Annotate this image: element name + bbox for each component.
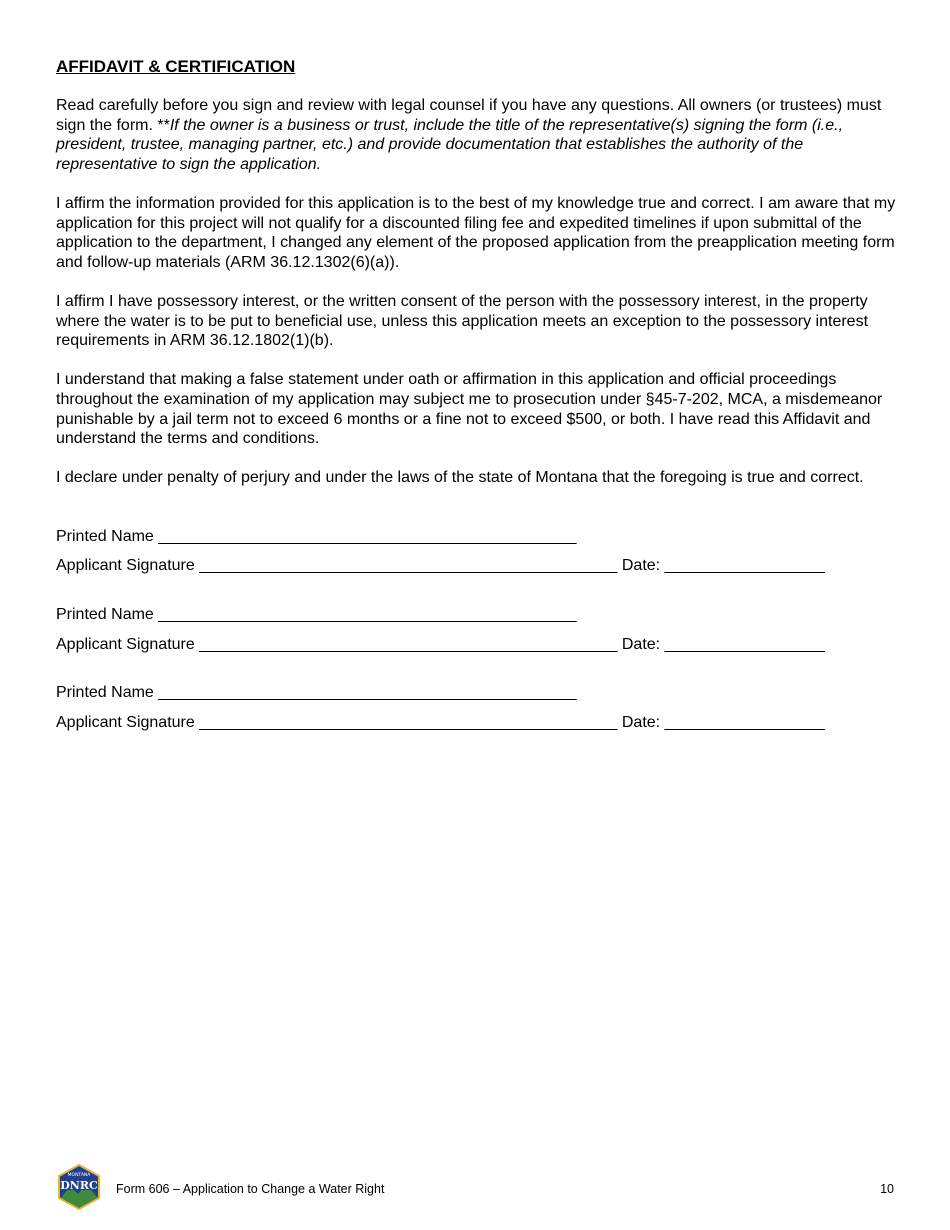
signature-section: [56, 527, 898, 733]
intro-paragraph: [56, 96, 898, 174]
perjury-declaration-paragraph: I declare under penalty of perjury and under the laws of the state of Montana that the foregoing is true and correct.: [56, 469, 864, 487]
affirm-possessory-interest-paragraph: I affirm I have possessory interest, or the written consent of the person with the possessory interest, in the property where the water is to be put to beneficial use, unless this application meets an exception to the possessory interest requirements in ARM 36.12.1802(1)(b).: [56, 292, 869, 350]
signature-group-3: [56, 683, 898, 732]
applicant-signature-line-3[interactable]: Applicant Signature _______________________________________________ Date: __________________: [56, 713, 825, 731]
page-footer: [56, 1164, 894, 1212]
affirm-accuracy-paragraph: I affirm the information provided for this application is to the best of my knowledge true and correct. I am aware that my application for this project will not qualify for a discounted filing fee and expedited timelines if upon submittal of the application to the department, I changed any element of the proposed application from the preapplication meeting form and follow-up materials (ARM 36.12.1302(6)(a)).: [56, 194, 896, 271]
dnrc-logo-icon: [56, 1164, 102, 1210]
affidavit-page: [56, 56, 898, 761]
logo-text: DNRC: [60, 1179, 98, 1192]
printed-name-line-1[interactable]: Printed Name _______________________________________________: [56, 527, 577, 545]
false-statement-paragraph: I understand that making a false statement under oath or affirmation in this application and official proceedings throughout the examination of my application may subject me to prosecution under §45-7-202, MCA, a misdemeanor punishable by a jail term not to exceed 6 months or a fine not to exceed $500, or both. I have read this Affidavit and understand the terms and conditions.: [56, 371, 883, 448]
printed-name-line-3[interactable]: Printed Name _______________________________________________: [56, 684, 577, 702]
signature-group-1: [56, 527, 898, 576]
signature-group-2: [56, 605, 898, 654]
logo-arc-text: MONTANA: [67, 1173, 91, 1178]
page-number: 10: [880, 1182, 894, 1196]
intro-italic-note: If the owner is a business or trust, include the title of the representative(s) signing the form (i.e., president, trustee, managing partner, etc.) and provide documentation that establishes the authority of the representative to sign the application.: [56, 116, 844, 173]
form-title: Form 606 – Application to Change a Water Right: [116, 1182, 385, 1196]
section-heading: AFFIDAVIT & CERTIFICATION: [56, 57, 296, 76]
applicant-signature-line-1[interactable]: Applicant Signature _______________________________________________ Date: __________________: [56, 557, 825, 575]
intro-plain-text: Read carefully before you sign and review with legal counsel if you have any questions. All owners (or trustees) must sign the form. **: [56, 97, 882, 134]
applicant-signature-line-2[interactable]: Applicant Signature _______________________________________________ Date: __________________: [56, 635, 825, 653]
printed-name-line-2[interactable]: Printed Name _______________________________________________: [56, 606, 577, 624]
